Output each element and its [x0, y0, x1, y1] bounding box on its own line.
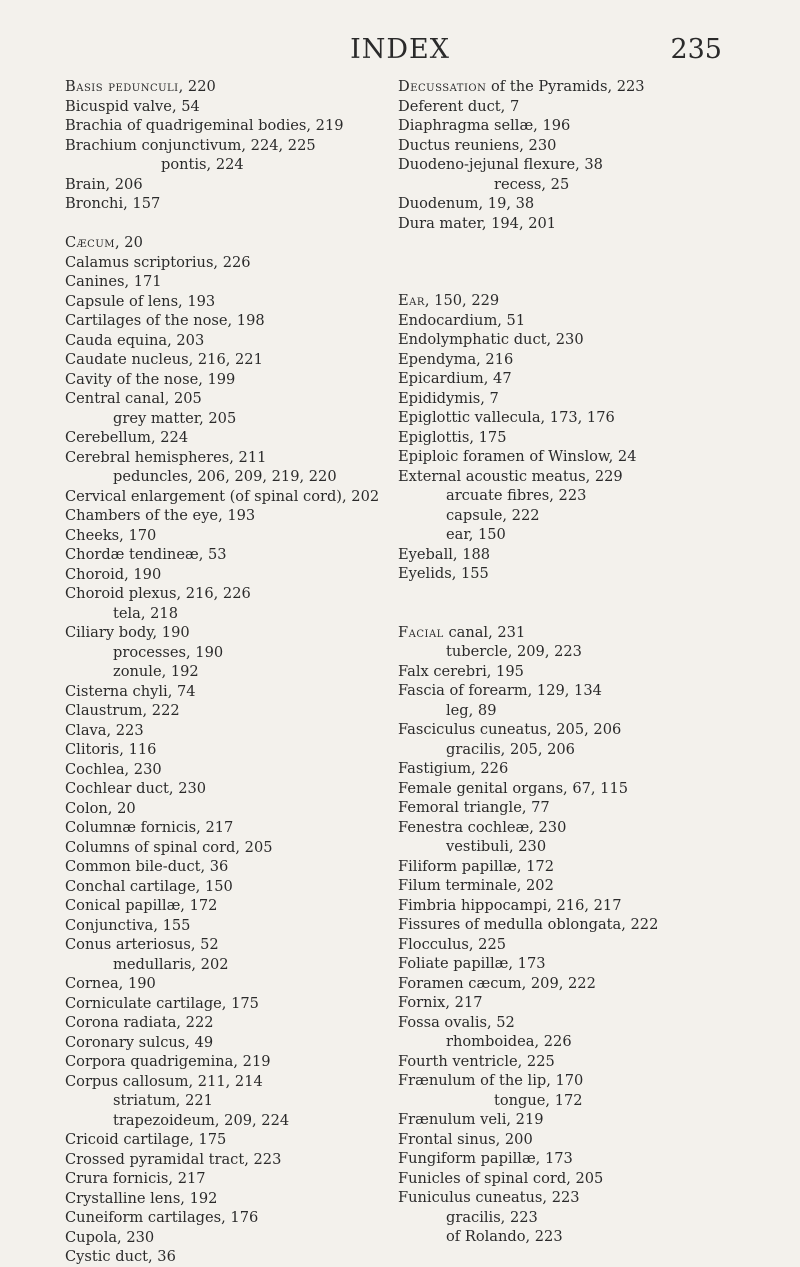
index-entry: Corpora quadrigemina, 219: [65, 1053, 271, 1070]
index-entry: Fornix, 217: [398, 994, 483, 1011]
index-entry: Crura fornicis, 217: [65, 1170, 206, 1187]
index-entry: Filiform papillæ, 172: [398, 857, 555, 875]
index-entry: Fourth ventricle, 225: [398, 1052, 555, 1070]
index-entry: Bronchi, 157: [65, 195, 161, 212]
index-entry: Epicardium, 47: [398, 370, 512, 387]
index-entry: Cerebral hemispheres, 211: [65, 448, 267, 466]
index-entry: Conus arteriosus, 52: [65, 936, 219, 953]
section-lead-word: Basis pedunculi: [65, 78, 179, 95]
index-column-left: [65, 77, 405, 1267]
index-entry: Cervical enlargement (of spinal cord), 202: [65, 487, 380, 505]
section-gap: [65, 214, 405, 234]
index-entry: of Rolando, 223: [446, 1228, 563, 1245]
index-entry: Colon, 20: [65, 799, 136, 817]
index-entry: Corpus callosum, 211, 214: [65, 1072, 263, 1090]
index-entry: ear, 150: [446, 526, 506, 543]
index-entry: Brain, 206: [65, 175, 143, 193]
index-entry: grey matter, 205: [113, 409, 237, 427]
index-entry: Foramen cæcum, 209, 222: [398, 974, 596, 992]
index-entry: Corona radiata, 222: [65, 1014, 214, 1031]
index-entry: Brachia of quadrigeminal bodies, 219: [65, 117, 344, 134]
index-entry: tongue, 172: [494, 1091, 583, 1109]
index-entry: Filum terminale, 202: [398, 877, 554, 894]
index-entry: medullaris, 202: [113, 955, 229, 973]
index-entry: Female genital organs, 67, 115: [398, 779, 629, 797]
index-entry: gracilis, 205, 206: [446, 740, 575, 758]
index-entry: Epiglottis, 175: [398, 428, 507, 446]
section-gap: [398, 233, 743, 291]
index-entry: zonule, 192: [113, 663, 199, 680]
index-entry: Fungiform papillæ, 173: [398, 1150, 573, 1167]
index-entry: Duodeno-jejunal flexure, 38: [398, 156, 603, 173]
index-entry: Bicuspid valve, 54: [65, 97, 200, 115]
index-entry: Claustrum, 222: [65, 702, 180, 719]
index-entry: Cæcum, 20: [65, 234, 143, 251]
index-entry: Cornea, 190: [65, 975, 156, 992]
index-entry: Femoral triangle, 77: [398, 799, 550, 816]
index-entry: Eyeball, 188: [398, 545, 491, 563]
index-entry: Chambers of the eye, 193: [65, 507, 256, 524]
index-entry: Cricoid cartilage, 175: [65, 1131, 227, 1148]
index-entry: striatum, 221: [113, 1092, 213, 1109]
index-entry: Deferent duct, 7: [398, 97, 520, 115]
index-entry: Cauda equina, 203: [65, 331, 205, 349]
index-entry: Conjunctiva, 155: [65, 916, 191, 934]
index-entry: Columnæ fornicis, 217: [65, 819, 234, 836]
index-entry: Epiglottic vallecula, 173, 176: [398, 409, 615, 426]
index-entry: Cisterna chyli, 74: [65, 682, 196, 700]
index-entry: Cystic duct, 36: [65, 1248, 176, 1265]
index-entry: Ear, 150, 229: [398, 292, 500, 309]
index-entry: Foliate papillæ, 173: [398, 955, 546, 972]
index-entry: tela, 218: [113, 604, 179, 622]
section-lead-word: Facial: [398, 623, 444, 641]
index-entry: Cheeks, 170: [65, 526, 157, 544]
section-lead-word: Ear: [398, 292, 425, 309]
index-column-right: [398, 77, 743, 1247]
index-entry: Columns of spinal cord, 205: [65, 838, 273, 856]
index-entry: Central canal, 205: [65, 390, 202, 407]
index-entry: peduncles, 206, 209, 219, 220: [113, 468, 337, 485]
index-entry: Facial canal, 231: [398, 623, 526, 641]
index-entry: Basis pedunculi, 220: [65, 78, 216, 95]
index-entry: Diaphragma sellæ, 196: [398, 117, 571, 134]
index-entry: rhomboidea, 226: [446, 1033, 572, 1050]
index-entry: vestibuli, 230: [446, 838, 547, 855]
index-entry: leg, 89: [446, 701, 497, 719]
index-entry: Choroid, 190: [65, 565, 162, 583]
index-entry: Frontal sinus, 200: [398, 1130, 533, 1148]
index-entry: capsule, 222: [446, 506, 540, 524]
index-entry: Clava, 223: [65, 721, 144, 739]
index-entry: External acoustic meatus, 229: [398, 467, 623, 485]
page-number: 235: [670, 34, 722, 65]
index-entry: Ependyma, 216: [398, 350, 514, 368]
index-entry: Canines, 171: [65, 273, 162, 290]
index-entry: processes, 190: [113, 643, 224, 661]
section-gap: [398, 584, 743, 623]
index-entry: Cavity of the nose, 199: [65, 370, 236, 388]
index-entry: Conchal cartilage, 150: [65, 877, 233, 895]
index-entry: Ciliary body, 190: [65, 624, 190, 641]
index-entry: Epididymis, 7: [398, 389, 499, 407]
index-entry: Chordæ tendineæ, 53: [65, 546, 227, 563]
index-entry: Falx cerebri, 195: [398, 662, 524, 680]
index-entry: Corniculate cartilage, 175: [65, 994, 259, 1012]
index-entry: Brachium conjunctivum, 224, 225: [65, 136, 316, 154]
index-entry: pontis, 224: [161, 156, 244, 173]
index-entry: Crossed pyramidal tract, 223: [65, 1150, 282, 1168]
index-entry: Eyelids, 155: [398, 565, 489, 582]
index-entry: trapezoideum, 209, 224: [113, 1111, 290, 1129]
index-entry: Caudate nucleus, 216, 221: [65, 351, 263, 368]
index-entry: arcuate fibres, 223: [446, 487, 587, 504]
index-entry: Fissures of medulla oblongata, 222: [398, 916, 659, 933]
index-entry: Endocardium, 51: [398, 311, 526, 329]
index-entry: Choroid plexus, 216, 226: [65, 585, 251, 602]
index-entry: Common bile-duct, 36: [65, 858, 229, 875]
index-entry: Coronary sulcus, 49: [65, 1033, 214, 1051]
index-entry: Cerebellum, 224: [65, 429, 189, 446]
index-entry: Duodenum, 19, 38: [398, 195, 535, 212]
index-entry: Fasciculus cuneatus, 205, 206: [398, 721, 622, 738]
index-entry: Funiculus cuneatus, 223: [398, 1189, 580, 1206]
index-entry: Conical papillæ, 172: [65, 897, 218, 914]
index-entry: recess, 25: [494, 175, 570, 193]
index-entry: Cuneiform cartilages, 176: [65, 1209, 259, 1226]
index-entry: Cartilages of the nose, 198: [65, 312, 265, 329]
index-entry: Clitoris, 116: [65, 741, 157, 758]
index-entry: Flocculus, 225: [398, 935, 507, 953]
index-entry: gracilis, 223: [446, 1208, 538, 1226]
index-entry: Crystalline lens, 192: [65, 1189, 218, 1207]
index-entry: Frænulum veli, 219: [398, 1111, 544, 1128]
section-lead-word: Decussation: [398, 78, 487, 95]
index-entry: Dura mater, 194, 201: [398, 214, 557, 232]
index-entry: Fascia of forearm, 129, 134: [398, 682, 602, 699]
index-entry: Decussation of the Pyramids, 223: [398, 78, 645, 95]
index-entry: Ductus reuniens, 230: [398, 136, 557, 154]
index-entry: Endolymphatic duct, 230: [398, 331, 584, 348]
index-entry: Fossa ovalis, 52: [398, 1013, 515, 1031]
index-entry: Cochlea, 230: [65, 760, 162, 778]
index-entry: Epiploic foramen of Winslow, 24: [398, 448, 637, 465]
index-entry: Cochlear duct, 230: [65, 780, 207, 797]
index-entry: Calamus scriptorius, 226: [65, 253, 251, 271]
section-lead-word: Cæcum: [65, 234, 115, 251]
page-header: [0, 34, 800, 74]
index-entry: Fastigium, 226: [398, 760, 509, 777]
page-title: INDEX: [350, 34, 450, 65]
index-entry: tubercle, 209, 223: [446, 643, 582, 660]
index-entry: Fenestra cochleæ, 230: [398, 818, 567, 836]
index-entry: Fimbria hippocampi, 216, 217: [398, 896, 622, 914]
index-entry: Capsule of lens, 193: [65, 292, 216, 310]
index-entry: Cupola, 230: [65, 1228, 155, 1246]
index-entry: Frænulum of the lip, 170: [398, 1072, 584, 1089]
index-entry: Funicles of spinal cord, 205: [398, 1169, 604, 1187]
